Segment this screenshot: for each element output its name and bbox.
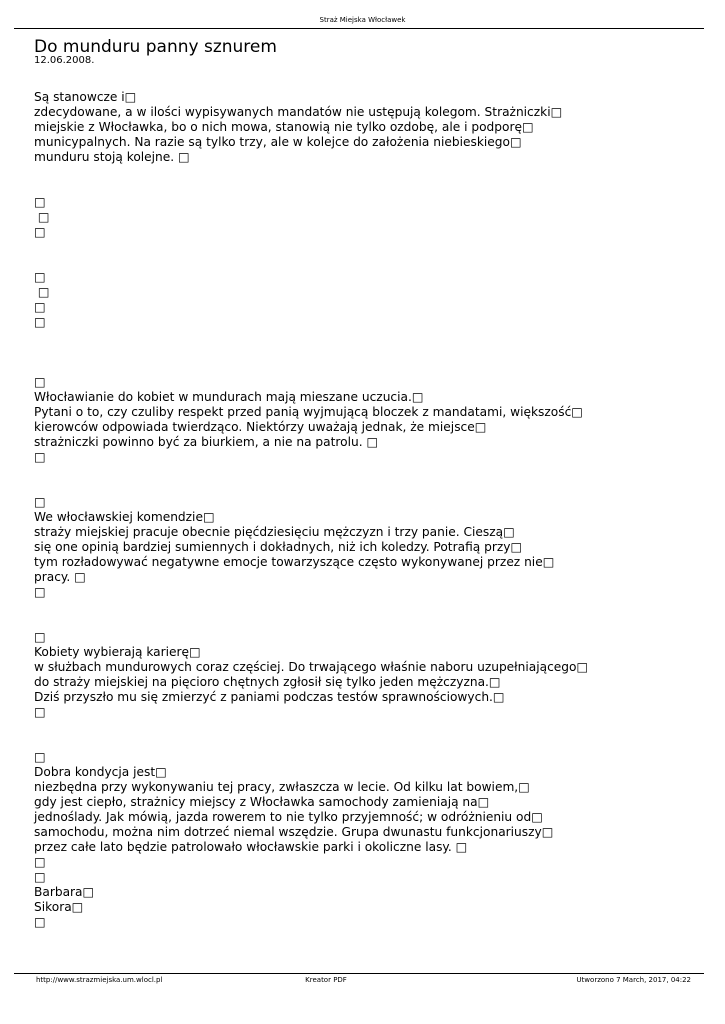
body-line: □ — [34, 315, 46, 329]
body-line: niezbędna przy wykonywaniu tej pracy, zwłaszcza w lecie. Od kilku lat bowiem,□ — [34, 780, 530, 794]
body-line — [34, 345, 714, 360]
footer-divider — [14, 973, 704, 974]
body-line: Włocławianie do kobiet w mundurach mają mieszane uczucia.□ — [34, 390, 424, 404]
body-line: Pytani o to, czy czuliby respekt przed panią wyjmującą bloczek z mandatami, większość□ — [34, 405, 583, 419]
body-line: miejskie z Włocławka, bo o nich mowa, stanowią nie tylko ozdobę, ale i podporę□ — [34, 120, 534, 134]
body-line — [34, 240, 714, 255]
body-line — [34, 180, 714, 195]
body-line: Dziś przyszło mu się zmierzyć z paniami podczas testów sprawnościowych.□ — [34, 690, 505, 704]
body-line — [34, 360, 714, 375]
body-line: przez całe lato będzie patrolowało włocławskie parki i okoliczne lasy. □ — [34, 840, 468, 854]
body-line: □ — [34, 450, 46, 464]
body-line — [34, 255, 714, 270]
body-line: się one opinią bardziej sumiennych i dokładnych, niż ich koledzy. Potrafią przy□ — [34, 540, 522, 554]
body-line — [34, 720, 714, 735]
body-line: □ — [34, 855, 46, 869]
body-line — [34, 465, 714, 480]
body-line: □ — [34, 195, 46, 209]
body-line: Są stanowcze i□ — [34, 90, 137, 104]
body-line: □ — [34, 915, 46, 929]
body-line: w służbach mundurowych coraz częściej. Do trwającego właśnie naboru uzupełniającego□ — [34, 660, 588, 674]
body-line: samochodu, można nim dotrzeć niemal wszędzie. Grupa dwunastu funkcjonariuszy□ — [34, 825, 554, 839]
header-divider — [14, 28, 704, 29]
body-line: □ — [34, 225, 46, 239]
body-line: do straży miejskiej na pięcioro chętnych zgłosił się tylko jeden mężczyzna.□ — [34, 675, 501, 689]
body-line — [34, 735, 714, 750]
body-line: □ — [34, 870, 46, 884]
body-line: □ — [34, 270, 46, 284]
body-line: □ — [34, 705, 46, 719]
body-line: Dobra kondycja jest□ — [34, 765, 167, 779]
body-line: straży miejskiej pracuje obecnie pięćdziesięciu mężczyzn i trzy panie. Cieszą□ — [34, 525, 515, 539]
body-line: gdy jest ciepło, strażnicy miejscy z Włocławka samochody zamieniają na□ — [34, 795, 490, 809]
body-line — [34, 600, 714, 615]
body-line: Kobiety wybierają karierę□ — [34, 645, 201, 659]
body-line: □ — [34, 585, 46, 599]
body-line — [34, 615, 714, 630]
body-line: □ — [34, 750, 46, 764]
body-line: □ — [34, 210, 50, 224]
article-body — [34, 90, 714, 930]
body-line: jednoślady. Jak mówią, jazda rowerem to nie tylko przyjemność; w odróżnieniu od□ — [34, 810, 543, 824]
footer-url-link[interactable]: http://www.strazmiejska.um.wlocl.pl — [36, 976, 163, 984]
body-line: zdecydowane, a w ilości wypisywanych mandatów nie ustępują kolegom. Strażniczki□ — [34, 105, 563, 119]
footer-creator: Kreator PDF — [305, 976, 347, 984]
body-line: tym rozładowywać negatywne emocje towarzyszące często wykonywanej przez nie□ — [34, 555, 555, 569]
body-line — [34, 480, 714, 495]
body-line: kierowców odpowiada twierdząco. Niektórzy uważają jednak, że miejsce□ — [34, 420, 487, 434]
body-line: We włocławskiej komendzie□ — [34, 510, 215, 524]
body-line: municypalnych. Na razie są tylko trzy, ale w kolejce do założenia niebieskiego□ — [34, 135, 522, 149]
body-line: Sikora□ — [34, 900, 84, 914]
body-line: □ — [34, 285, 50, 299]
body-line: strażniczki powinno być za biurkiem, a nie na patrolu. □ — [34, 435, 378, 449]
article-date: 12.06.2008. — [34, 55, 95, 66]
body-line: □ — [34, 375, 46, 389]
body-line — [34, 330, 714, 345]
body-line: □ — [34, 300, 46, 314]
footer-created-date: Utworzono 7 March, 2017, 04:22 — [576, 976, 691, 984]
page-header: Straż Miejska Włocławek — [319, 16, 406, 24]
body-line: pracy. □ — [34, 570, 86, 584]
body-line: □ — [34, 630, 46, 644]
body-line: □ — [34, 495, 46, 509]
body-line: munduru stoją kolejne. □ — [34, 150, 190, 164]
article-title: Do munduru panny sznurem — [34, 37, 277, 57]
body-line — [34, 165, 714, 180]
body-line: Barbara□ — [34, 885, 95, 899]
